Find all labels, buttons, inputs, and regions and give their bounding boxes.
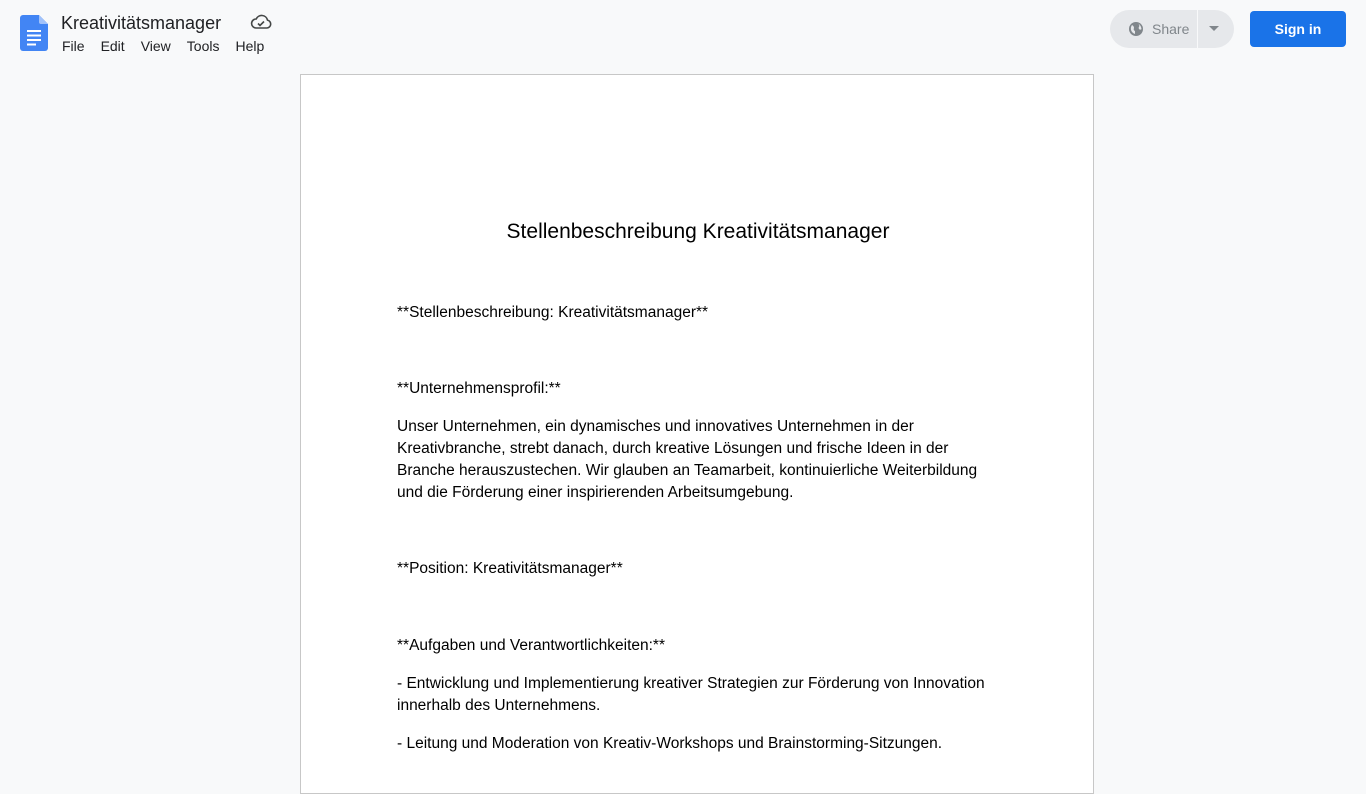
cloud-saved-icon[interactable]: [250, 13, 272, 31]
paragraph-position: **Position: Kreativitätsmanager**: [397, 560, 623, 577]
document-page[interactable]: [300, 74, 1094, 794]
share-label: Share: [1152, 21, 1190, 37]
paragraph-task-1: - Entwicklung und Implementierung kreativer Strategien zur Förderung von Innovation innerhalb des Unternehmens.: [397, 675, 985, 714]
paragraph-job-title: **Stellenbeschreibung: Kreativitätsmanager**: [397, 304, 709, 321]
menu-tools[interactable]: Tools: [186, 38, 220, 54]
docs-logo-icon[interactable]: [20, 15, 48, 51]
paragraph-task-2: - Leitung und Moderation von Kreativ-Workshops und Brainstorming-Sitzungen.: [397, 735, 943, 752]
menu-file[interactable]: File: [62, 38, 85, 54]
share-button[interactable]: [1110, 10, 1198, 48]
menu-view[interactable]: View: [140, 38, 171, 54]
caret-down-icon: [1209, 26, 1219, 32]
share-dropdown-button[interactable]: [1198, 10, 1230, 48]
menu-edit[interactable]: Edit: [100, 38, 125, 54]
menu-help[interactable]: Help: [235, 38, 265, 54]
document-heading: Stellenbeschreibung Kreativitätsmanager: [506, 220, 890, 243]
paragraph-company-heading: **Unternehmensprofil:**: [397, 380, 561, 397]
menu-bar: [54, 36, 272, 56]
document-title-field[interactable]: Kreativitätsmanager: [61, 13, 222, 33]
share-button-group: [1110, 10, 1234, 48]
paragraph-tasks-heading: **Aufgaben und Verantwortlichkeiten:**: [397, 637, 665, 654]
globe-icon: [1128, 21, 1144, 37]
top-bar: [0, 0, 1366, 62]
sign-in-button[interactable]: Sign in: [1250, 11, 1346, 47]
paragraph-company-profile: Unser Unternehmen, ein dynamisches und innovatives Unternehmen in der Kreativbranche, strebt danach, durch kreative Lösungen und frische Ideen in der Branche herauszustechen. Wir glauben an Teamarbeit, kontinuierliche Weiterbildung und die Förderung einer inspirierenden Arbeitsumgebung.: [397, 418, 978, 501]
